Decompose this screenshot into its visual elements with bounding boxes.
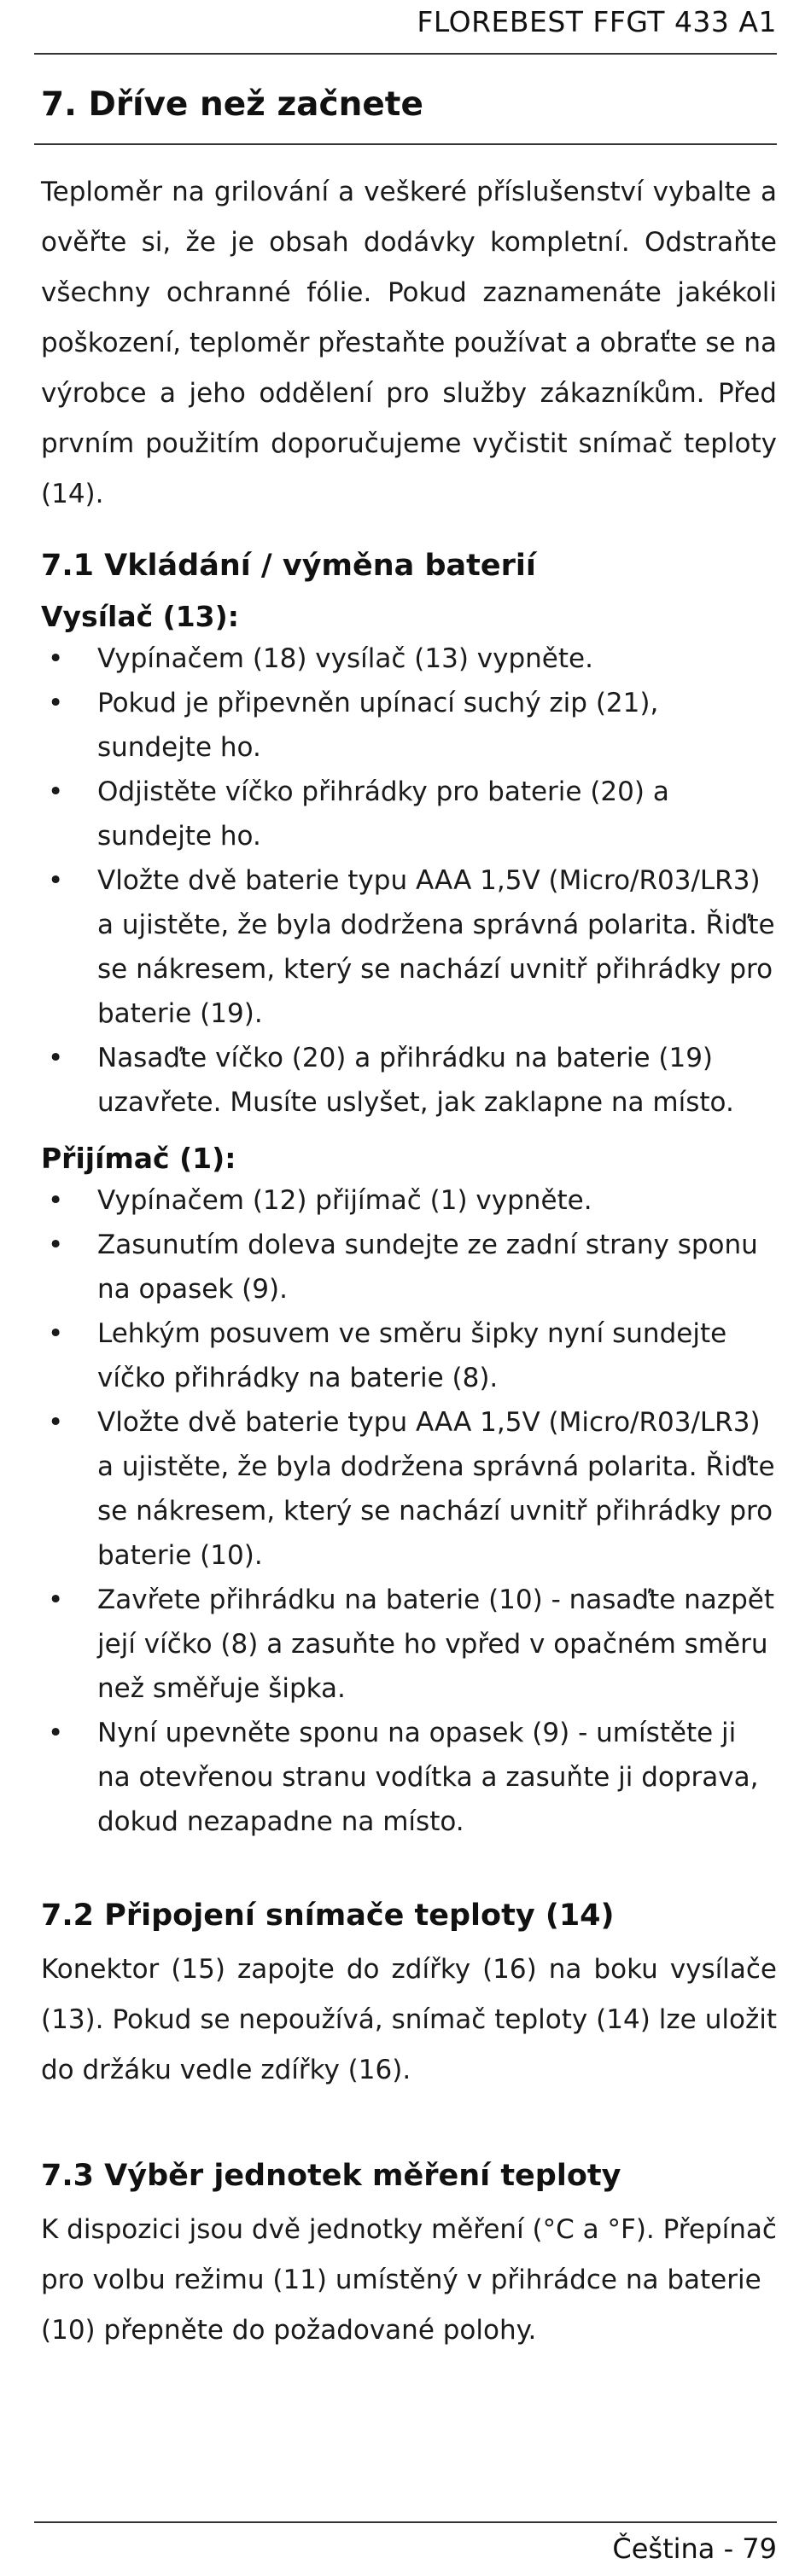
list-item	[41, 681, 777, 770]
list-item-text: Nyní upevněte sponu na opasek (9) - umístěte ji na otevřenou stranu vodítka a zasuňte ji doprava, dokud nezapadne na místo.	[97, 1718, 759, 1837]
section-7-3-text: K dispozici jsou dvě jednotky měření (°C a °F). Přepínač pro volbu režimu (11) umístěný v přihrádce na baterie (10) přepněte do požadované polohy.	[41, 2214, 777, 2346]
receiver-steps-list	[41, 1178, 777, 1844]
section-7-divider	[34, 143, 777, 145]
page-header-title: FLOREBEST FFGT 433 A1	[417, 5, 777, 38]
footer-divider	[34, 2521, 777, 2523]
list-item-text: Zasunutím doleva sundejte ze zadní strany sponu na opasek (9).	[97, 1230, 758, 1305]
list-item-text: Odjistěte víčko přihrádky pro baterie (20) a sundejte ho.	[97, 776, 669, 852]
section-7-1-heading: 7.1 Vkládání / výměna baterií	[41, 549, 536, 583]
bullet-icon: •	[48, 776, 64, 807]
section-7-heading: 7. Dříve než začnete	[41, 85, 423, 124]
section-7-3-heading: 7.3 Výběr jednotek měření teploty	[41, 2159, 621, 2193]
list-item	[41, 1178, 777, 1223]
list-item-text: Vložte dvě baterie typu AAA 1,5V (Micro/R03/LR3) a ujistěte, že byla dodržena správná polarita. Řiďte se nákresem, který se nachází uvnitř přihrádky pro baterie (19).	[97, 865, 775, 1029]
list-item	[41, 1311, 777, 1400]
page-content	[41, 159, 777, 2356]
list-item-text: Zavřete přihrádku na baterie (10) - nasaďte nazpět její víčko (8) a zasuňte ho vpřed v opačném směru než směřuje šipka.	[97, 1585, 774, 1704]
list-item	[41, 637, 777, 681]
bullet-icon: •	[48, 1585, 64, 1615]
bullet-icon: •	[48, 1407, 64, 1438]
transmitter-heading: Vysílač (13):	[41, 600, 239, 633]
section-7-intro: Teploměr na grilování a veškeré příslušenství vybalte a ověřte si, že je obsah dodávky kompletní. Odstraňte všechny ochranné fólie. Pokud zaznamenáte jakékoli poškození, teploměr přestaňte používat a obraťte se na výrobce a jeho oddělení pro služby zákazníkům. Před prvním použitím doporučujeme vyčistit snímač teploty (14).	[41, 177, 777, 509]
section-7-2-heading: 7.2 Připojení snímače teploty (14)	[41, 1899, 615, 1933]
list-item	[41, 1578, 777, 1711]
list-item-text: Nasaďte víčko (20) a přihrádku na baterie (19) uzavřete. Musíte uslyšet, jak zaklapne na místo.	[97, 1043, 734, 1118]
bullet-icon: •	[48, 865, 64, 896]
list-item	[41, 1223, 777, 1311]
list-item-text: Pokud je připevněn upínací suchý zip (21), sundejte ho.	[97, 688, 659, 763]
list-item	[41, 858, 777, 1036]
bullet-icon: •	[48, 1318, 64, 1349]
header-divider	[34, 53, 777, 55]
bullet-icon: •	[48, 1043, 64, 1073]
bullet-icon: •	[48, 643, 64, 674]
bullet-icon: •	[48, 1230, 64, 1260]
list-item-text: Lehkým posuvem ve směru šipky nyní sundejte víčko přihrádky na baterie (8).	[97, 1318, 727, 1393]
list-item	[41, 770, 777, 858]
list-item-text: Vypínačem (18) vysílač (13) vypněte.	[97, 643, 593, 674]
page-footer-label: Čeština - 79	[612, 2532, 777, 2565]
list-item	[41, 1400, 777, 1578]
bullet-icon: •	[48, 1185, 64, 1216]
transmitter-steps-list	[41, 637, 777, 1125]
list-item-text: Vložte dvě baterie typu AAA 1,5V (Micro/R03/LR3) a ujistěte, že byla dodržena správná polarita. Řiďte se nákresem, který se nachází uvnitř přihrádky pro baterie (10).	[97, 1407, 775, 1571]
list-item	[41, 1036, 777, 1125]
receiver-heading: Přijímač (1):	[41, 1142, 236, 1175]
section-7-2-text: Konektor (15) zapojte do zdířky (16) na boku vysílače (13). Pokud se nepoužívá, snímač teploty (14) lze uložit do držáku vedle zdířky (16).	[41, 1954, 777, 2085]
list-item	[41, 1711, 777, 1844]
bullet-icon: •	[48, 688, 64, 718]
list-item-text: Vypínačem (12) přijímač (1) vypněte.	[97, 1185, 592, 1216]
bullet-icon: •	[48, 1718, 64, 1748]
